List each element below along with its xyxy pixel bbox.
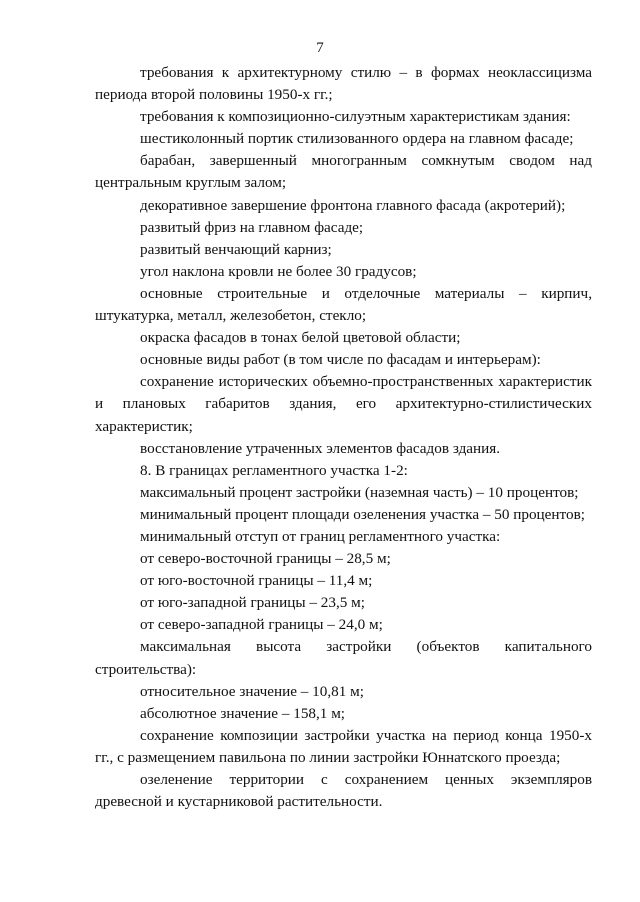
paragraph-restoration: восстановление утраченных элементов фасадов здания. — [140, 439, 501, 457]
paragraph-frieze: развитый фриз на главном фасаде; — [140, 218, 364, 236]
paragraph-composition: сохранение композиции застройки участка на период конца 1950-х гг., с размещением павильона по линии застройки Юннатского проезда; — [95, 726, 592, 766]
paragraph-max-height: максимальная высота застройки (объектов капитального строительства): — [95, 638, 592, 678]
paragraph-max-building-percent: максимальный процент застройки (наземная часть) – 10 процентов; — [140, 483, 579, 501]
paragraph-style-requirements: требования к архитектурному стилю – в формах неоклассицизма периода второй половины 1950-х гг.; — [95, 64, 592, 104]
paragraph-drum: барабан, завершенный многогранным сомкнутым сводом над центральным круглым залом; — [95, 152, 592, 192]
paragraph-setback-northwest: от северо-западной границы – 24,0 м; — [140, 616, 383, 634]
paragraph-relative-height: относительное значение – 10,81 м; — [140, 682, 364, 700]
paragraph-pediment: декоративное завершение фронтона главного фасада (акротерий); — [140, 196, 566, 214]
paragraph-cornice: развитый венчающий карниз; — [140, 240, 332, 258]
paragraph-landscaping: озеленение территории с сохранением ценных экземпляров древесной и кустарниковой растительности. — [95, 771, 592, 811]
paragraph-silhouette-requirements: требования к композиционно-силуэтным характеристикам здания: — [140, 108, 571, 126]
paragraph-facade-color: окраска фасадов в тонах белой цветовой области; — [140, 329, 461, 347]
paragraph-min-setback: минимальный отступ от границ регламентного участка: — [140, 527, 501, 545]
paragraph-min-greenery-percent: минимальный процент площади озеленения участка – 50 процентов; — [140, 505, 585, 523]
paragraph-preservation: сохранение исторических объемно-пространственных характеристик и плановых габаритов здания, его архитектурно-стилистических характеристик; — [95, 373, 592, 435]
paragraph-materials: основные строительные и отделочные материалы – кирпич, штукатурка, металл, железобетон, стекло; — [95, 284, 592, 325]
document-body — [95, 62, 592, 813]
paragraph-setback-southeast: от юго-восточной границы – 11,4 м; — [140, 572, 373, 590]
paragraph-absolute-height: абсолютное значение – 158,1 м; — [140, 704, 346, 722]
paragraph-setback-northeast: от северо-восточной границы – 28,5 м; — [140, 550, 391, 568]
page-number: 7 — [316, 40, 324, 56]
paragraph-section-8-heading: 8. В границах регламентного участка 1-2: — [140, 461, 408, 479]
paragraph-roof-angle: угол наклона кровли не более 30 градусов; — [140, 262, 417, 280]
paragraph-works: основные виды работ (в том числе по фасадам и интерьерам): — [140, 351, 541, 369]
paragraph-setback-southwest: от юго-западной границы – 23,5 м; — [140, 594, 366, 612]
paragraph-portico: шестиколонный портик стилизованного ордера на главном фасаде; — [140, 130, 574, 148]
